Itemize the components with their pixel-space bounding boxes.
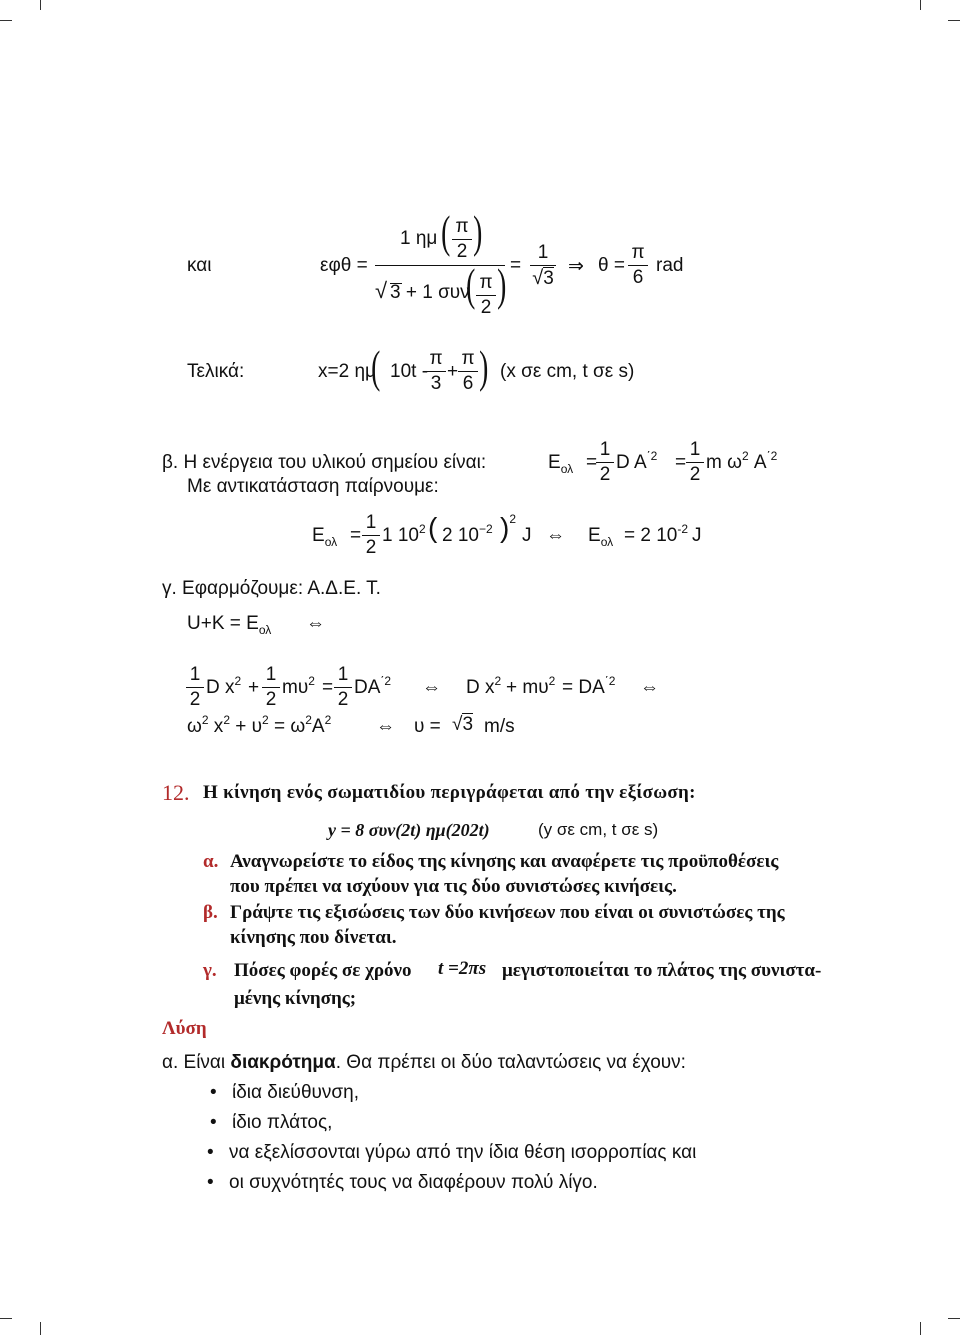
part-b-text2: κίνησης που δίνεται.	[230, 927, 397, 948]
E-symbol	[588, 525, 613, 547]
part-b-text1: Γράψτε τις εξισώσεις των δύο κινήσεων που είναι οι συνιστώσες της	[230, 902, 785, 923]
frac-num: π	[429, 348, 443, 369]
iff-arrow: ⇔	[376, 716, 395, 737]
m-omega-text: m ω	[706, 452, 742, 473]
frac-den: 2	[689, 464, 701, 485]
crop-mark	[40, 1322, 41, 1335]
frac-bar	[452, 239, 472, 240]
mu-text: + mυ	[506, 677, 549, 698]
iff-arrow: ⇔	[306, 613, 325, 634]
solution-label: Λύση	[162, 1018, 207, 1039]
pi-over-2	[452, 216, 472, 263]
part-a-text1: Αναγνωρείστε το είδος της κίνησης και αναφέρετε τις προϋποθέσεις	[230, 851, 779, 872]
equals: =	[510, 255, 522, 276]
x-lhs: x=2 ημ	[318, 361, 376, 382]
frac-den: 6	[462, 373, 474, 394]
arg-a: 10t -	[390, 361, 429, 382]
final-label: Τελικά:	[187, 361, 245, 382]
paren-left: (	[428, 512, 438, 543]
part-a-text2: που πρέπει να ισχύουν για τις δύο συνιστώσες κινήσεις.	[230, 876, 677, 897]
E-text: E	[548, 452, 561, 473]
problem-equation: y = 8 συν(2t) ημ(202t)	[328, 820, 490, 840]
frac-den: 2	[337, 689, 349, 710]
frac-num: π	[461, 348, 475, 369]
eq-lhs: εφθ =	[320, 255, 368, 276]
crop-mark	[0, 20, 12, 21]
sqrt3-text: 3	[462, 714, 474, 735]
frac-bar	[426, 371, 446, 372]
frac-bar	[262, 687, 280, 688]
equals: =	[586, 452, 598, 473]
half-frac	[596, 439, 614, 486]
wA-text: = ω	[268, 716, 306, 737]
frac-den: 2	[189, 689, 201, 710]
paren-right: )	[473, 206, 483, 257]
frac-den: 3	[430, 373, 442, 394]
DA-term-2	[562, 674, 616, 699]
Dx-term-2	[466, 674, 502, 699]
frac-den: 6	[632, 267, 644, 288]
pi-over-2-den	[476, 272, 496, 319]
Dx-text: D x	[466, 677, 495, 698]
frac-num: 1	[365, 512, 377, 533]
sqrt-sign: √	[375, 278, 388, 303]
calc-b	[442, 522, 493, 547]
problem-number: 12.	[162, 780, 190, 805]
m-omega	[706, 449, 778, 474]
pi-over-3	[426, 348, 446, 395]
exp: 2	[324, 713, 332, 727]
plus-sign: +	[447, 361, 459, 382]
ol-sub: ολ	[560, 462, 574, 476]
exp: 2	[201, 713, 209, 727]
bullet-item: • οι συχνότητές τους να διαφέρουν πολύ λίγο.	[229, 1172, 598, 1194]
substitution-line: Με αντικατάσταση παίρνουμε:	[187, 476, 439, 497]
part-b-label: β.	[203, 902, 218, 923]
paren-left: (	[371, 341, 381, 392]
UK-text: U+K = E	[187, 613, 259, 634]
exp: -2	[677, 522, 689, 536]
bullet-item: • να εξελίσσονται γύρω από την ίδια θέση ισορροπίας και	[229, 1142, 696, 1164]
frac-bar	[596, 462, 614, 463]
frac-num: π	[455, 216, 469, 237]
joule-unit: J	[522, 525, 532, 546]
frac-bar	[476, 295, 496, 296]
DA-text	[616, 449, 658, 474]
omega-line	[187, 713, 332, 738]
frac-num: 1	[337, 664, 349, 685]
crop-mark	[920, 1322, 921, 1335]
frac-num: π	[479, 272, 493, 293]
crop-mark	[948, 1318, 960, 1319]
frac-den: 2	[365, 537, 377, 558]
omega-text: ω	[187, 716, 202, 737]
iff-arrow: ⇔	[546, 525, 565, 546]
frac-num: 1	[599, 439, 611, 460]
energy-result	[624, 522, 689, 547]
E-symbol	[548, 452, 573, 474]
crop-mark	[40, 0, 41, 10]
paren-right: )	[497, 259, 507, 310]
part-a-label: α.	[203, 851, 219, 872]
exp: 2	[494, 674, 502, 688]
DA-label: D A	[616, 452, 647, 473]
frac-bar	[628, 265, 648, 266]
part-c-time: t =2πs	[438, 958, 487, 979]
exp: 2	[418, 522, 426, 536]
A-text: A	[748, 452, 767, 473]
bullet-item: • ίδια διεύθυνση,	[232, 1082, 359, 1104]
E-text: E	[312, 525, 325, 546]
Dx-text: D x	[206, 677, 235, 698]
kai-label: και	[187, 255, 212, 276]
ol-sub: ολ	[324, 535, 338, 549]
rest: . Θα πρέπει οι δύο ταλαντώσεις να έχουν:	[335, 1052, 686, 1073]
den-text: 3 + 1 συν	[390, 282, 470, 303]
energy-intro: β. Η ενέργεια του υλικού σημείου είναι:	[162, 452, 487, 473]
exp: −2	[478, 522, 493, 536]
sqrt3-text: 3	[543, 268, 554, 289]
frac-bar	[186, 687, 204, 688]
frac-den: √3	[532, 267, 554, 289]
exp: 2	[234, 674, 242, 688]
pi-over-6	[628, 242, 648, 289]
frac-den: 2	[599, 464, 611, 485]
bullet-item: • ίδιο πλάτος,	[232, 1112, 332, 1134]
paren-right: )$^2$	[500, 512, 517, 543]
ol-sub: ολ	[258, 623, 272, 637]
frac-den: 2	[480, 297, 492, 318]
ol-sub: ολ	[600, 535, 614, 549]
joule-unit: J	[692, 525, 702, 546]
frac-den: 2	[456, 241, 468, 262]
equals: =	[675, 452, 687, 473]
exp: ΄2	[380, 674, 392, 688]
exp: 2	[262, 713, 269, 727]
frac-bar	[686, 462, 704, 463]
pi-over-6	[458, 348, 478, 395]
exp: ΄2	[766, 449, 778, 463]
paren-right: )	[479, 341, 489, 392]
half-frac	[186, 664, 204, 711]
DA-text: DA	[354, 677, 381, 698]
UK-eq	[187, 613, 271, 635]
frac-num: π	[631, 242, 645, 263]
solution-a	[162, 1052, 686, 1074]
iff-arrow: ⇔	[640, 677, 659, 698]
units-note: (x σε cm, t σε s)	[500, 361, 635, 382]
exp: ΄2	[646, 449, 658, 463]
frac-num: 1	[265, 664, 277, 685]
part-c-text2: μένης κίνησης;	[234, 988, 357, 1009]
u-eq: υ =	[414, 716, 441, 737]
paren-left: (	[466, 259, 476, 310]
num-text: 1 ημ	[400, 228, 438, 249]
frac-num: 1	[189, 664, 201, 685]
mu-term	[282, 674, 315, 699]
implies-arrow: ⇒	[568, 256, 584, 277]
main-frac-bar	[375, 265, 505, 266]
equals: =	[350, 525, 362, 546]
crop-mark	[0, 1318, 12, 1319]
DA-text: = DA	[562, 677, 605, 698]
mu-text: mυ	[282, 677, 309, 698]
u-text: + υ	[230, 716, 263, 737]
iff-arrow: ⇔	[422, 677, 441, 698]
frac-den: 2	[265, 689, 277, 710]
exp: 2	[741, 449, 749, 463]
exp: 2	[305, 713, 312, 727]
crop-mark	[920, 0, 921, 10]
crop-mark	[948, 20, 960, 21]
frac-bar	[362, 535, 380, 536]
frac-num: 1	[689, 439, 701, 460]
equals: =	[322, 677, 334, 698]
frac-bar	[458, 371, 478, 372]
part-c-text1b: μεγιστοποιείται το πλάτος της συνιστα-	[502, 960, 822, 981]
theta-eq: θ =	[598, 255, 625, 276]
problem-title: Η κίνηση ενός σωματιδίου περιγράφεται από την εξίσωση:	[203, 782, 696, 803]
rad-unit: rad	[656, 255, 684, 276]
E-text: E	[588, 525, 601, 546]
frac-bar	[334, 687, 352, 688]
gamma-line: γ. Εφαρμόζουμε: Α.Δ.Ε. Τ.	[162, 578, 381, 599]
sqrt-sign: √3	[452, 714, 474, 735]
exp: 2	[548, 674, 556, 688]
part-c-text1a: Πόσες φορές σε χρόνο	[234, 960, 412, 981]
half-frac	[334, 664, 352, 711]
x-text: x	[208, 716, 224, 737]
res-text: = 2 10	[624, 525, 678, 546]
mu-term-2	[506, 674, 556, 699]
half-frac	[262, 664, 280, 711]
part-c-label: γ.	[203, 960, 217, 981]
DA-term	[354, 674, 392, 699]
exp: 2	[308, 674, 315, 688]
exp: ΄2	[604, 674, 616, 688]
calc-a	[382, 522, 426, 547]
calc-b-text: 2 10	[442, 525, 479, 546]
problem-units: (y σε cm, t σε s)	[538, 820, 659, 839]
plus-sign: +	[248, 677, 260, 698]
exp: 2	[223, 713, 230, 727]
paren-left: (	[441, 206, 451, 257]
ms-unit: m/s	[484, 716, 515, 737]
A-text: A	[311, 716, 325, 737]
half-frac	[686, 439, 704, 486]
frac-bar	[530, 265, 556, 266]
bold-term: διακρότημα	[230, 1052, 336, 1073]
half-frac	[362, 512, 380, 559]
Dx-term	[206, 674, 242, 699]
E-symbol	[312, 525, 337, 547]
prefix: α. Είναι	[162, 1052, 231, 1073]
one-over-sqrt3	[530, 242, 556, 290]
calc-a-text: 1 10	[382, 525, 419, 546]
frac-num: 1	[537, 242, 549, 263]
